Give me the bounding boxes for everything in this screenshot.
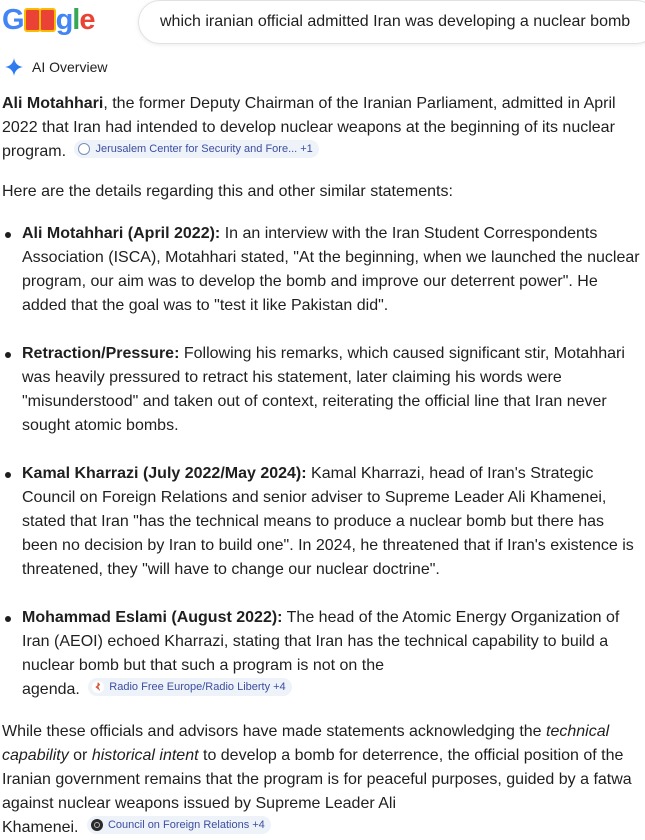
list-item-title: Mohammad Eslami (August 2022): xyxy=(22,609,283,626)
conclusion-text-4: Khamenei. xyxy=(2,819,79,836)
list-item-text: In an interview with the Iran Student Correspondents Association (ISCA), Motahhari stated, "At the beginning, when we launched the nuclear program, our aim was to develop the bomb and improve our deterrent power". He added that the goal was to "test it like Pakistan did". xyxy=(22,225,640,314)
ai-overview-header xyxy=(4,57,107,77)
bullet-dot xyxy=(5,472,11,478)
conclusion-paragraph xyxy=(2,720,640,840)
conclusion-italic-2: historical intent xyxy=(91,747,199,764)
source-chip-more: +4 xyxy=(273,681,286,693)
list-item-title: Retraction/Pressure: xyxy=(22,345,180,362)
list-item-retraction xyxy=(2,342,640,438)
ai-overview-label: AI Overview xyxy=(32,59,108,75)
search-box[interactable] xyxy=(138,0,645,44)
source-chip-cfr[interactable] xyxy=(87,816,271,834)
conclusion-text-3: to develop a bomb for deterrence, the official position of the Iranian government remains that the program is for peaceful purposes, guided by a fatwa against nuclear weapons issued by Supreme Leader Ali xyxy=(2,747,632,812)
source-chip-more: +4 xyxy=(252,819,265,831)
logo-letter-l: l xyxy=(72,3,80,36)
list-item-text: The head of the Atomic Energy Organization of Iran (AEOI) echoed Kharrazi, stating that Iran has the technical capability to build a nuclear bomb but that such a program is not on the xyxy=(22,609,620,674)
source-chip-jcpa[interactable] xyxy=(74,140,318,158)
bullet-dot xyxy=(5,616,11,622)
google-logo[interactable] xyxy=(2,4,94,36)
logo-letter-g: G xyxy=(2,3,24,36)
source-chip-label: Council on Foreign Relations xyxy=(107,819,250,831)
details-heading: Here are the details regarding this and other similar statements: xyxy=(2,183,453,200)
list-item-eslami xyxy=(2,606,640,702)
intro-text: , the former Deputy Chairman of the Iranian Parliament, admitted in April 2022 that Iran had intended to develop nuclear weapons at the beginning of its nuclear program. xyxy=(2,95,616,160)
search-query[interactable]: which iranian official admitted Iran was developing a nuclear bomb xyxy=(160,13,631,30)
list-item-motahhari xyxy=(2,222,640,318)
logo-doodle-o2 xyxy=(39,8,56,32)
intro-paragraph xyxy=(2,92,640,164)
source-chip-rferl[interactable] xyxy=(88,678,291,696)
gemini-sparkle-icon xyxy=(4,57,24,77)
list-item-title: Ali Motahhari (April 2022): xyxy=(22,225,221,242)
source-chip-label: Radio Free Europe/Radio Liberty xyxy=(109,681,271,693)
list-item-text: Following his remarks, which caused significant stir, Motahhari was heavily pressured to retract his statement, later claiming his words were "misunderstood" and taken out of context, reiterating the official line that Iran never sought atomic bombs. xyxy=(22,345,625,434)
details-list xyxy=(2,222,640,702)
source-chip-more: +1 xyxy=(300,143,313,155)
ai-overview-content xyxy=(2,92,640,840)
conclusion-text-1: While these officials and advisors have made statements acknowledging the xyxy=(2,723,547,740)
logo-letter-g2: g xyxy=(55,3,73,36)
list-item-title: Kamal Kharrazi (July 2022/May 2024): xyxy=(22,465,307,482)
conclusion-italic-1: technical capability xyxy=(2,723,610,764)
cfr-favicon-icon xyxy=(91,819,103,831)
logo-letter-e: e xyxy=(79,3,95,36)
intro-subject: Ali Motahhari xyxy=(2,95,104,112)
source-chip-label: Jerusalem Center for Security and Fore... xyxy=(95,143,298,155)
list-item-text: Kamal Kharrazi, head of Iran's Strategic Council on Foreign Relations and senior adviser to Supreme Leader Ali Khamenei, stated that Iran "has the technical means to produce a nuclear bomb but there has been no decision by Iran to build one". In 2024, he threatened that if Iran's existence is threatened, they "will have to change our nuclear doctrine". xyxy=(22,465,634,578)
bullet-dot xyxy=(5,352,11,358)
conclusion-text-2: or xyxy=(68,747,92,764)
list-item-text-end: agenda. xyxy=(22,681,80,698)
jcpa-favicon-icon xyxy=(78,143,90,155)
rferl-favicon-icon xyxy=(92,681,104,693)
bullet-dot xyxy=(5,232,11,238)
list-item-kharrazi xyxy=(2,462,640,582)
header-bar xyxy=(0,0,645,46)
